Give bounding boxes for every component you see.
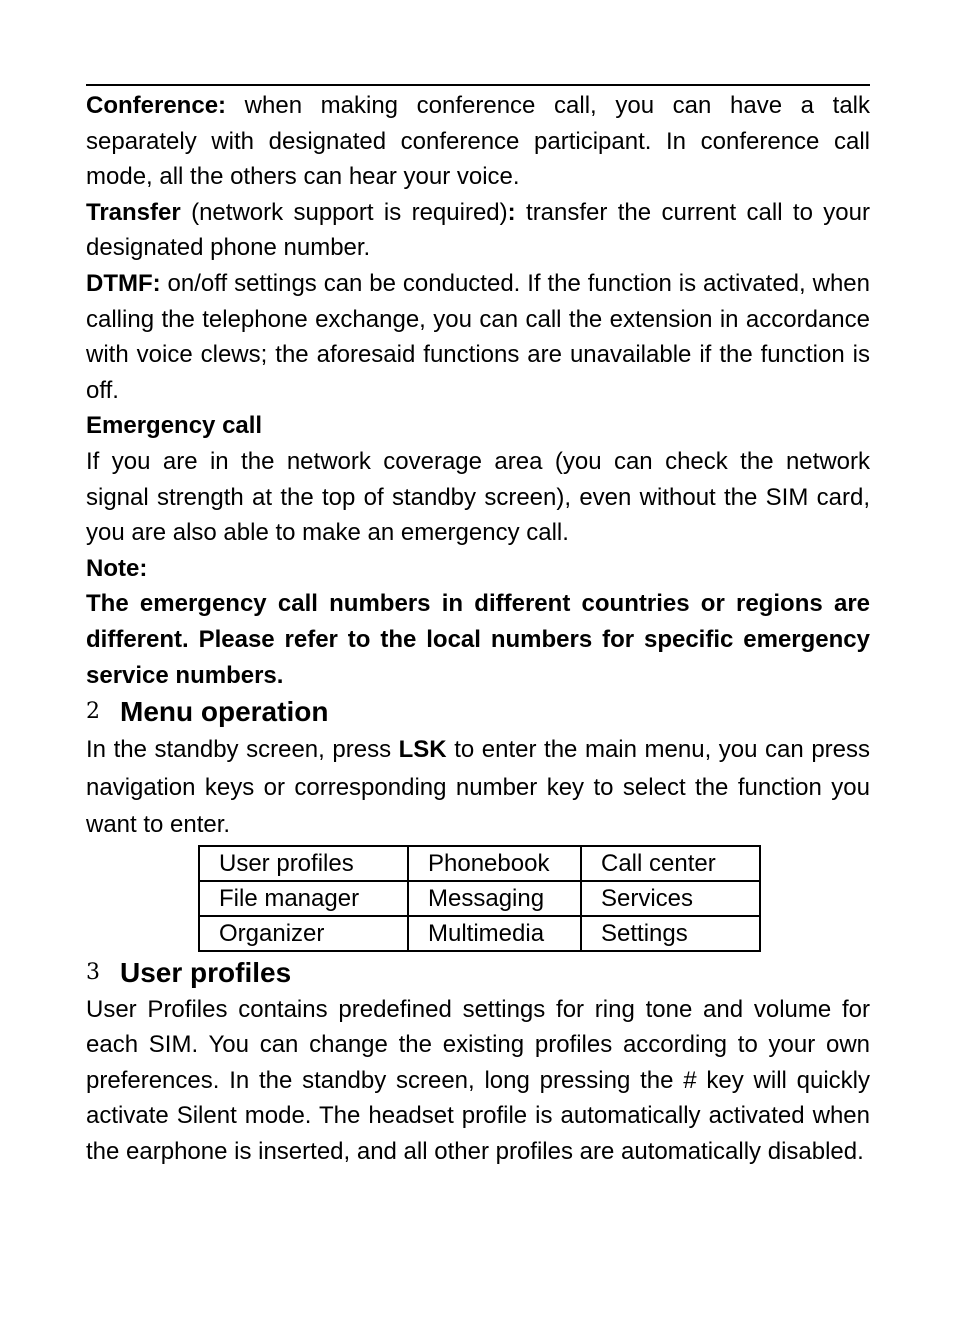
conference-label: Conference: (86, 92, 227, 119)
menu-operation-heading (86, 693, 870, 731)
menu-text-after: to enter the main menu, you can press navigation keys or corresponding number key to select the function you want to enter. (86, 736, 871, 839)
note-label (86, 551, 870, 587)
table-cell: Settings (581, 916, 760, 951)
menu-operation-paragraph (86, 731, 870, 844)
menu-operation-title: Menu operation (120, 696, 329, 728)
table-cell: Multimedia (408, 916, 581, 951)
transfer-paragraph (86, 195, 870, 266)
user-profiles-paragraph: User Profiles contains predefined settings for ring tone and volume for each SIM. You can change the existing profiles according to your own preferences. In the standby screen, long pressing the # key will quickly activate Silent mode. The headset profile is automatically activated when the earphone is inserted, and all other profiles are automatically disabled. (86, 995, 870, 1165)
page-content (86, 88, 870, 1170)
user-profiles-number: 3 (86, 959, 100, 985)
dtmf-text: on/off settings can be conducted. If the function is activated, when calling the telephone exchange, you can call the extension in accordance with voice clews; the aforesaid functions are unavailable if the function is off. (86, 269, 870, 404)
note-paragraph (86, 586, 870, 693)
table-cell: Messaging (408, 881, 581, 916)
menu-key: LSK (398, 736, 447, 764)
top-rule (86, 84, 870, 86)
main-menu-table (198, 845, 761, 952)
table-cell: Call center (581, 846, 760, 881)
emergency-title-text: Emergency call (86, 412, 263, 440)
table-row (199, 846, 760, 881)
transfer-colon: : (507, 198, 516, 226)
transfer-text: transfer the current call to your designated phone number. (86, 198, 870, 262)
emergency-paragraph: If you are in the network coverage area (you can check the network signal strength at the top of standby screen), even without the SIM card, you are also able to make an emergency call. (86, 447, 870, 547)
dtmf-label: DTMF: (86, 269, 161, 297)
table-cell: Services (581, 881, 760, 916)
note-label-text: Note: (86, 554, 148, 582)
menu-operation-number: 2 (86, 699, 100, 725)
emergency-title (86, 408, 870, 444)
conference-paragraph (86, 88, 870, 195)
table-cell: Organizer (199, 916, 408, 951)
table-cell: File manager (199, 881, 408, 916)
table-row (199, 916, 760, 951)
transfer-label: Transfer (86, 198, 181, 226)
user-profiles-heading (86, 954, 870, 992)
user-profiles-title: User profiles (120, 956, 292, 988)
note-text: The emergency call numbers in different countries or regions are different. Please refer to the local numbers for specific emergency service numbers. (86, 590, 870, 689)
transfer-note: (network support is required) (180, 198, 508, 226)
conference-text: when making conference call, you can have a talk separately with designated conference participant. In conference call mode, all the others can hear your voice. (86, 92, 870, 191)
table-row (199, 881, 760, 916)
dtmf-paragraph (86, 266, 870, 408)
menu-text-before: In the standby screen, press (86, 736, 399, 764)
table-cell: Phonebook (408, 846, 581, 881)
table-cell: User profiles (199, 846, 408, 881)
